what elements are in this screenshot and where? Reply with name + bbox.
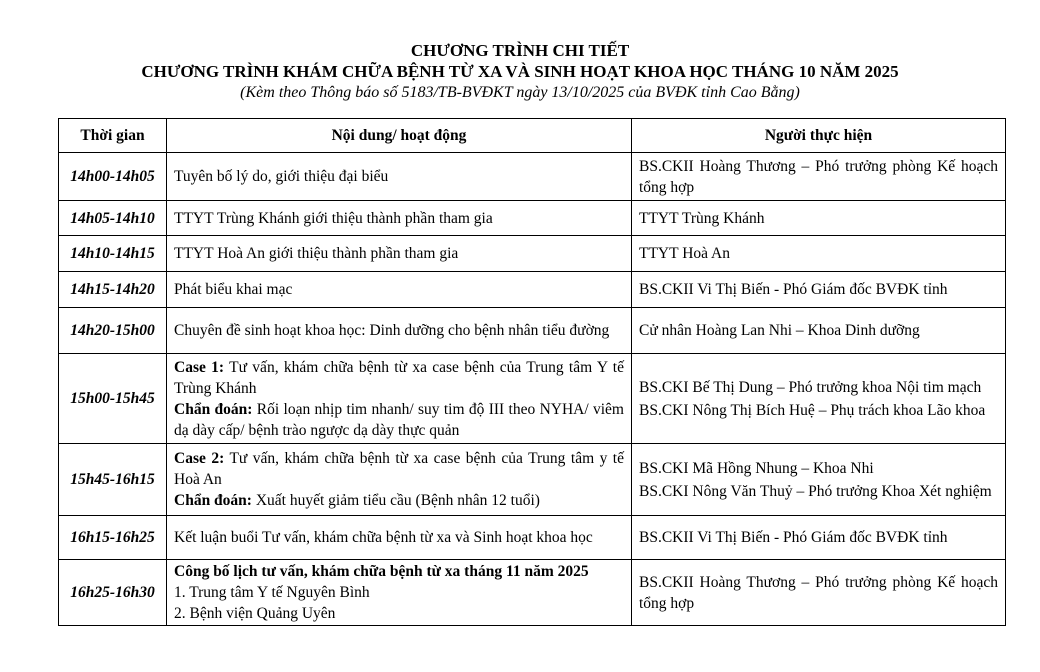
announcement-title: Công bố lịch tư vấn, khám chữa bệnh từ xa tháng 11 năm 2025 [174, 563, 589, 580]
diagnosis-label: Chẩn đoán: [174, 492, 252, 509]
content-cell [167, 444, 632, 516]
table-header-row [59, 119, 1006, 153]
time-cell: 14h00-14h05 [59, 153, 167, 201]
time-cell: 16h25-16h30 [59, 560, 167, 626]
column-header-time: Thời gian [59, 119, 167, 153]
case-text: Tư vấn, khám chữa bệnh từ xa case bệnh của Trung tâm y tế Hoà An [174, 450, 624, 488]
diagnosis-text: Rối loạn nhịp tim nhanh/ suy tim độ III theo NYHA/ viêm dạ dày cấp/ bệnh trào ngược dạ dày thực quản [174, 400, 624, 439]
content-cell: Kết luận buổi Tư vấn, khám chữa bệnh từ xa và Sinh hoạt khoa học [167, 516, 632, 560]
content-cell: TTYT Trùng Khánh giới thiệu thành phần tham gia [167, 201, 632, 236]
table-row [59, 153, 1006, 201]
document-header [0, 40, 1040, 103]
content-cell: TTYT Hoà An giới thiệu thành phần tham gia [167, 236, 632, 272]
content-cell: Chuyên đề sinh hoạt khoa học: Dinh dưỡng cho bệnh nhân tiểu đường [167, 308, 632, 354]
table-row [59, 354, 1006, 444]
time-cell: 15h45-16h15 [59, 444, 167, 516]
document-title: CHƯƠNG TRÌNH CHI TIẾT [410, 41, 630, 60]
document-subtitle: CHƯƠNG TRÌNH KHÁM CHỮA BỆNH TỪ XA VÀ SINH HOẠT KHOA HỌC THÁNG 10 NĂM 2025 [141, 62, 899, 81]
content-cell: Tuyên bố lý do, giới thiệu đại biểu [167, 153, 632, 201]
table-row [59, 444, 1006, 516]
case-label: Case 2: [174, 450, 225, 467]
person-cell: BS.CKII Vi Thị Biến - Phó Giám đốc BVĐK tỉnh [632, 272, 1006, 308]
table-row [59, 272, 1006, 308]
time-cell: 16h15-16h25 [59, 516, 167, 560]
table-row [59, 201, 1006, 236]
case-label: Case 1: [174, 358, 225, 376]
person-cell: BS.CKII Hoàng Thương – Phó trưởng phòng Kế hoạch tổng hợp [632, 560, 1006, 626]
diagnosis [174, 399, 624, 441]
list-item: 1. Trung tâm Y tế Nguyên Bình [174, 584, 370, 601]
person-cell: TTYT Hoà An [632, 236, 1006, 272]
case-text: Tư vấn, khám chữa bệnh từ xa case bệnh của Trung tâm Y tế Trùng Khánh [174, 358, 624, 397]
diagnosis-text: Xuất huyết giảm tiểu cầu (Bệnh nhân 12 tuổi) [251, 492, 540, 509]
content-cell [167, 354, 632, 444]
table-row [59, 560, 1006, 626]
document-note: (Kèm theo Thông báo số 5183/TB-BVĐKT ngày 13/10/2025 của BVĐK tỉnh Cao Bằng) [240, 84, 800, 101]
diagnosis-label: Chẩn đoán: [174, 400, 253, 418]
time-cell: 14h05-14h10 [59, 201, 167, 236]
person-cell: Cử nhân Hoàng Lan Nhi – Khoa Dinh dưỡng [632, 308, 1006, 354]
content-cell [167, 560, 632, 626]
person-entry: BS.CKI Nông Thị Bích Huệ – Phụ trách khoa Lão khoa [639, 401, 986, 419]
column-header-content: Nội dung/ hoạt động [167, 119, 632, 153]
time-cell: 14h15-14h20 [59, 272, 167, 308]
person-entry: BS.CKI Mã Hồng Nhung – Khoa Nhi [639, 459, 874, 477]
schedule-table [58, 118, 1006, 626]
time-cell: 14h10-14h15 [59, 236, 167, 272]
table-row [59, 516, 1006, 560]
case-description [174, 448, 624, 490]
time-cell: 14h20-15h00 [59, 308, 167, 354]
person-cell [632, 354, 1006, 444]
person-cell [632, 444, 1006, 516]
person-cell: BS.CKII Hoàng Thương – Phó trưởng phòng Kế hoạch tổng hợp [632, 153, 1006, 201]
table-row [59, 236, 1006, 272]
diagnosis [174, 490, 624, 511]
list-item: 2. Bệnh viện Quảng Uyên [174, 605, 336, 622]
time-cell: 15h00-15h45 [59, 354, 167, 444]
person-entry: BS.CKI Nông Văn Thuỷ – Phó trưởng Khoa Xét nghiệm [639, 482, 992, 500]
case-description [174, 357, 624, 399]
table-row [59, 308, 1006, 354]
content-cell: Phát biểu khai mạc [167, 272, 632, 308]
person-cell: BS.CKII Vi Thị Biến - Phó Giám đốc BVĐK tỉnh [632, 516, 1006, 560]
person-cell: TTYT Trùng Khánh [632, 201, 1006, 236]
column-header-person: Người thực hiện [632, 119, 1006, 153]
person-entry: BS.CKI Bế Thị Dung – Phó trưởng khoa Nội tim mạch [639, 378, 982, 396]
